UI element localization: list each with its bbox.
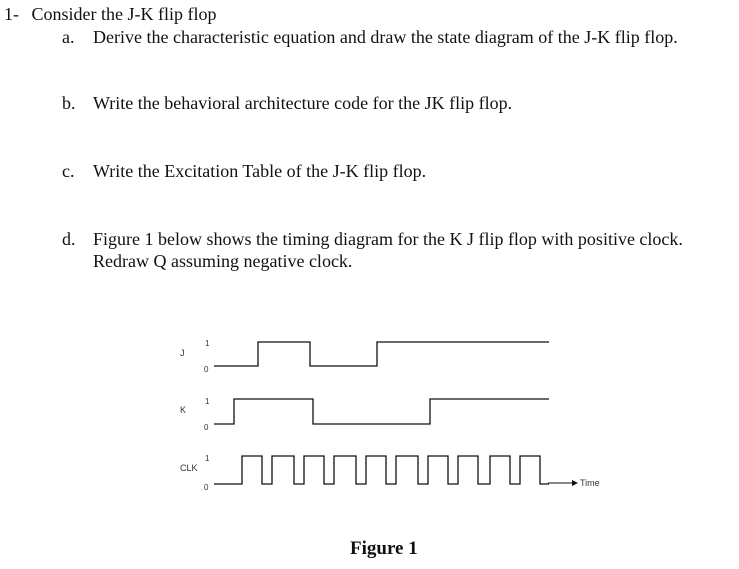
signal-label-clk: CLK — [180, 463, 198, 473]
time-arrow-icon — [572, 480, 578, 486]
j-high-label: 1 — [205, 339, 210, 348]
clk-high-label: 1 — [205, 454, 210, 463]
k-waveform — [214, 399, 549, 424]
clk-low-label: 0 — [204, 483, 209, 492]
part-text: Derive the characteristic equation and draw the state diagram of the J-K flip flop. — [93, 27, 678, 47]
time-label: Time — [580, 478, 600, 488]
part-text: Figure 1 below shows the timing diagram for the K J flip flop with positive clock. — [93, 229, 683, 249]
part-letter: c. — [62, 161, 75, 181]
question-title: Consider the J-K flip flop — [31, 4, 217, 24]
clk-waveform — [214, 456, 549, 484]
part-text: Write the Excitation Table of the J-K flip flop. — [93, 161, 427, 181]
signal-label-j: J — [180, 348, 185, 358]
part-letter: a. — [62, 27, 75, 47]
part-text: Write the behavioral architecture code for the JK flip flop. — [93, 93, 513, 113]
j-low-label: 0 — [204, 365, 209, 374]
signal-label-k: K — [180, 405, 187, 415]
part-letter: b. — [62, 93, 76, 113]
part-text-continued: Redraw Q assuming negative clock. — [93, 251, 353, 271]
j-waveform — [214, 342, 549, 366]
part-letter: d. — [62, 229, 76, 249]
figure-caption: Figure 1 — [350, 538, 418, 559]
k-high-label: 1 — [205, 397, 210, 406]
question-number: 1- — [4, 4, 19, 24]
k-low-label: 0 — [204, 423, 209, 432]
